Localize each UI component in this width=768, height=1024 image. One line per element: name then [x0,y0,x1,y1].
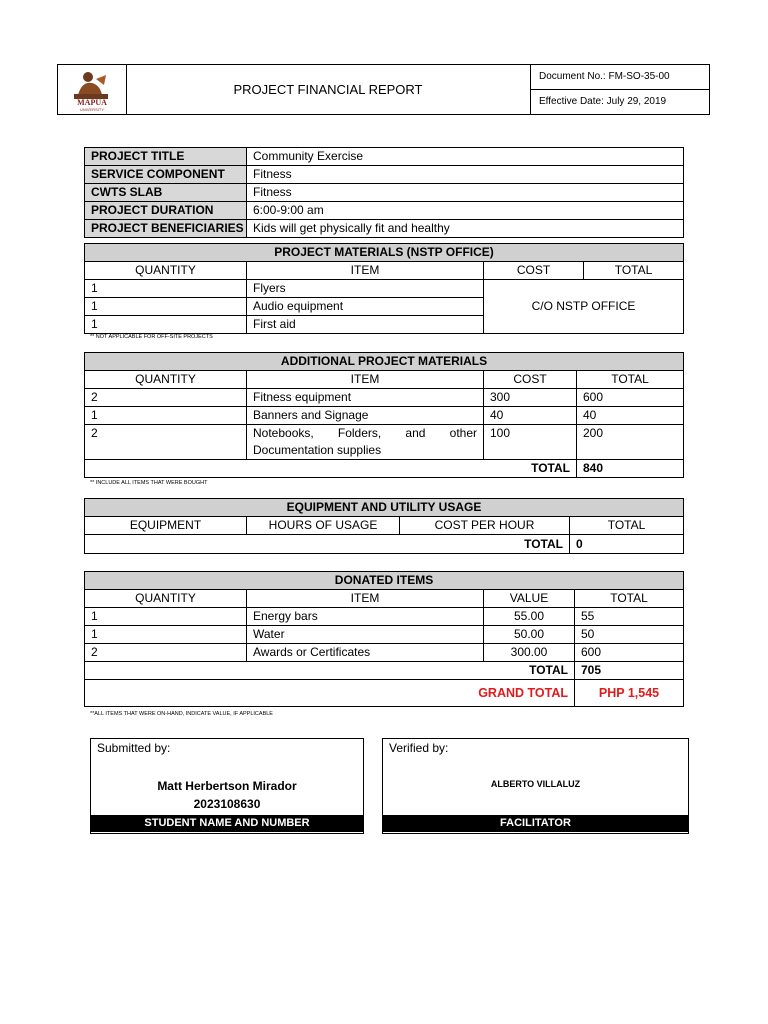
column-header: COST PER HOUR [400,517,570,535]
logo-subtext: UNIVERSITY [79,107,104,112]
total-row [85,535,684,554]
table-row [85,280,684,298]
quantity-cell: 1 [85,316,247,334]
total-cell: 200 [577,425,684,460]
student-caption: STUDENT NAME AND NUMBER [91,815,363,832]
info-value: Fitness [247,166,684,184]
info-row [85,220,684,238]
table-row [85,608,684,626]
column-header: TOTAL [584,262,684,280]
column-header: TOTAL [570,517,684,535]
total-label: TOTAL [85,535,570,554]
total-cell: 600 [575,644,684,662]
value-cell: 300.00 [484,644,575,662]
quantity-cell: 1 [85,626,247,644]
info-label: SERVICE COMPONENT [85,166,247,184]
info-value: Fitness [247,184,684,202]
column-header: QUANTITY [85,262,247,280]
column-header: ITEM [247,371,484,389]
grand-total-value: PHP 1,545 [575,680,684,707]
table-row [85,626,684,644]
column-header: COST [484,262,584,280]
section-title: DONATED ITEMS [85,572,684,590]
total-row [85,662,684,680]
total-cell: 55 [575,608,684,626]
cost-cell: 300 [484,389,577,407]
info-value: Community Exercise [247,148,684,166]
submitted-box [90,738,364,834]
column-header: QUANTITY [85,371,247,389]
total-cell: 50 [575,626,684,644]
section-title: EQUIPMENT AND UTILITY USAGE [85,499,684,517]
nstp-note: ** NOT APPLICABLE FOR OFF-SITE PROJECTS [90,334,213,340]
facilitator-caption: FACILITATOR [383,815,688,832]
verified-box [382,738,689,834]
table-row [85,644,684,662]
item-cell [247,425,484,460]
total-cell: 40 [577,407,684,425]
column-headers [85,590,684,608]
item-cell: Banners and Signage [247,407,484,425]
document-number: Document No.: FM-SO-35-00 [539,71,670,82]
quantity-cell: 2 [85,425,247,460]
info-row [85,148,684,166]
effective-date: Effective Date: July 29, 2019 [539,96,667,107]
logo-cell [58,65,127,114]
doc-meta [530,65,710,114]
item-cell: Audio equipment [247,298,484,316]
quantity-cell: 2 [85,389,247,407]
table-row [85,425,684,460]
column-header: VALUE [484,590,575,608]
total-value: 705 [575,662,684,680]
grand-total-row [85,680,684,707]
column-header: QUANTITY [85,590,247,608]
donated-note: **ALL ITEMS THAT WERE ON-HAND, INDICATE VALUE, IF APPLICABLE [90,711,273,717]
quantity-cell: 2 [85,644,247,662]
column-header: ITEM [247,590,484,608]
table-row [85,407,684,425]
quantity-cell: 1 [85,407,247,425]
section-title: PROJECT MATERIALS (NSTP OFFICE) [85,244,684,262]
column-header: HOURS OF USAGE [247,517,400,535]
info-label: PROJECT TITLE [85,148,247,166]
cost-cell: 40 [484,407,577,425]
info-label: PROJECT DURATION [85,202,247,220]
logo-text: MAPUA [77,98,107,107]
grand-total-label: GRAND TOTAL [85,680,575,707]
project-info-table [84,147,684,238]
info-value: 6:00-9:00 am [247,202,684,220]
info-row [85,202,684,220]
column-header: COST [484,371,577,389]
quantity-cell: 1 [85,608,247,626]
column-headers [85,517,684,535]
total-label: TOTAL [85,460,577,478]
item-cell: Awards or Certificates [247,644,484,662]
total-row [85,460,684,478]
column-header: ITEM [247,262,484,280]
additional-materials-table [84,352,684,478]
item-cell: Fitness equipment [247,389,484,407]
equipment-usage-table [84,498,684,554]
info-row [85,184,684,202]
item-line: Notebooks, Folders, and other [253,426,477,440]
item-line: Documentation supplies [253,443,382,457]
document-header [57,64,710,115]
item-cell: Energy bars [247,608,484,626]
table-row [85,389,684,407]
column-header: EQUIPMENT [85,517,247,535]
item-cell: Flyers [247,280,484,298]
total-cell: 600 [577,389,684,407]
column-headers [85,371,684,389]
info-value: Kids will get physically fit and healthy [247,220,684,238]
student-name: Matt Herbertson Mirador [157,779,297,793]
total-value: 840 [577,460,684,478]
facilitator-name: ALBERTO VILLALUZ [490,779,581,789]
additional-note: ** INCLUDE ALL ITEMS THAT WERE BOUGHT [90,480,208,486]
total-value: 0 [570,535,684,554]
student-number: 2023108630 [193,797,261,811]
section-title: ADDITIONAL PROJECT MATERIALS [85,353,684,371]
value-cell: 55.00 [484,608,575,626]
cost-cell: 100 [484,425,577,460]
donated-items-table [84,571,684,707]
submitted-label: Submitted by: [97,741,171,755]
document-title: PROJECT FINANCIAL REPORT [233,82,423,97]
item-cell: Water [247,626,484,644]
quantity-cell: 1 [85,280,247,298]
info-label: CWTS SLAB [85,184,247,202]
column-header: TOTAL [577,371,684,389]
value-cell: 50.00 [484,626,575,644]
verified-label: Verified by: [389,741,449,755]
info-row [85,166,684,184]
column-headers [85,262,684,280]
column-header: TOTAL [575,590,684,608]
nstp-materials-table [84,243,684,334]
info-label: PROJECT BENEFICIARIES [85,220,247,238]
total-label: TOTAL [85,662,575,680]
item-cell: First aid [247,316,484,334]
nstp-office-cost: C/O NSTP OFFICE [484,280,684,334]
quantity-cell: 1 [85,298,247,316]
